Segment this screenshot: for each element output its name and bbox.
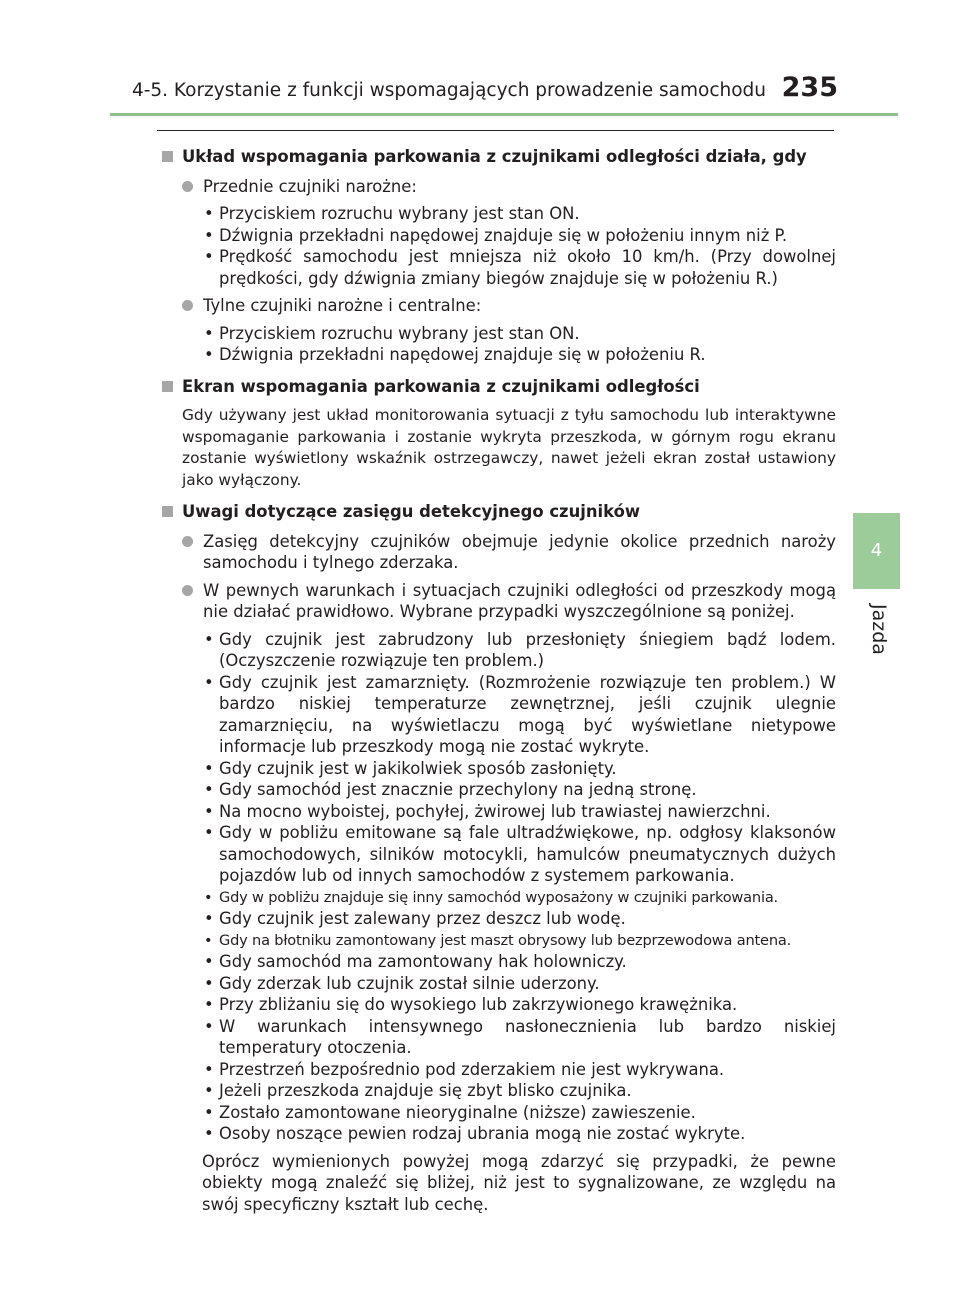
list-item: • Gdy samochód jest znacznie przechylony na jedną stronę. bbox=[202, 779, 836, 801]
section-heading-text: Układ wspomagania parkowania z czujnikami odległości działa, gdy bbox=[182, 147, 807, 166]
subsection-item bbox=[182, 580, 836, 623]
section-heading-text: Uwagi dotyczące zasięgu detekcyjnego czujników bbox=[182, 502, 641, 521]
list-item: • Przyciskiem rozruchu wybrany jest stan ON. bbox=[202, 323, 836, 345]
section-heading bbox=[162, 146, 836, 168]
chapter-tab bbox=[853, 513, 900, 589]
subsection-text: Zasięg detekcyjny czujników obejmuje jedynie okolice przednich naroży samochodu i tylnego zderzaka. bbox=[203, 531, 836, 572]
bullet-list bbox=[162, 203, 836, 289]
list-item: • Gdy czujnik jest zalewany przez deszcz lub wodę. bbox=[202, 908, 836, 930]
list-item: • Zostało zamontowane nieoryginalne (niższe) zawieszenie. bbox=[202, 1102, 836, 1124]
page-number: 235 bbox=[781, 72, 838, 103]
list-item: • Przestrzeń bezpośrednio pod zderzakiem nie jest wykrywana. bbox=[202, 1059, 836, 1081]
section-heading bbox=[162, 376, 836, 398]
circle-marker-icon bbox=[182, 181, 193, 192]
header-rule bbox=[110, 113, 898, 116]
circle-marker-icon bbox=[182, 536, 193, 547]
list-item: • Gdy w pobliżu emitowane są fale ultradźwiękowe, np. odgłosy klaksonów samochodowych, silników motocykli, hamulców pneumatycznych dużych pojazdów lub od innych samochodów z systemem parkowania. bbox=[202, 822, 836, 887]
section-heading-text: Ekran wspomagania parkowania z czujnikami odległości bbox=[182, 376, 700, 396]
list-item: • Prędkość samochodu jest mniejsza niż około 10 km/h. (Przy dowolnej prędkości, gdy dźwignia zmiany biegów znajduje się w położeniu R.) bbox=[202, 246, 836, 289]
chapter-number: 4 bbox=[870, 540, 883, 561]
list-item: • Przyciskiem rozruchu wybrany jest stan ON. bbox=[202, 203, 836, 225]
circle-marker-icon bbox=[182, 585, 193, 596]
closing-paragraph: Oprócz wymienionych powyżej mogą zdarzyć się przypadki, że pewne obiekty mogą znaleźć się bliżej, niż jest to sygnalizowane, ze względu na swój specyficzny kształt lub cechę. bbox=[202, 1151, 836, 1214]
list-item: • Jeżeli przeszkoda znajduje się zbyt blisko czujnika. bbox=[202, 1080, 836, 1102]
list-item: • Przy zbliżaniu się do wysokiego lub zakrzywionego krawężnika. bbox=[202, 994, 836, 1016]
subsection-text: Tylne czujniki narożne i centralne: bbox=[203, 296, 482, 315]
list-item: • Gdy samochód ma zamontowany hak holowniczy. bbox=[202, 951, 836, 973]
square-marker-icon bbox=[162, 381, 173, 392]
section-heading bbox=[162, 501, 836, 523]
list-item: • Gdy zderzak lub czujnik został silnie uderzony. bbox=[202, 973, 836, 995]
bullet-list bbox=[162, 323, 836, 366]
circle-marker-icon bbox=[182, 300, 193, 311]
chapter-label: Jazda bbox=[868, 604, 890, 655]
content-rule bbox=[157, 130, 834, 131]
section-paragraph: Gdy używany jest układ monitorowania sytuacji z tyłu samochodu lub interaktywne wspomaganie parkowania i zostanie wykryta przeszkoda, w górnym rogu ekranu zostanie wyświetlony wskaźnik ostrzegawczy, nawet jeżeli ekran został ustawiony jako wyłączony. bbox=[182, 406, 836, 489]
page-content bbox=[162, 146, 836, 1215]
subsection-item bbox=[182, 295, 836, 317]
subsection-item bbox=[182, 531, 836, 574]
bullet-list bbox=[162, 629, 836, 1145]
list-item: • Na mocno wyboistej, pochyłej, żwirowej lub trawiastej nawierzchni. bbox=[202, 801, 836, 823]
subsection-item bbox=[182, 176, 836, 198]
list-item: • Osoby noszące pewien rodzaj ubrania mogą nie zostać wykryte. bbox=[202, 1123, 836, 1145]
list-item: • Gdy w pobliżu znajduje się inny samochód wyposażony w czujniki parkowania. bbox=[202, 887, 836, 909]
list-item: • Gdy czujnik jest zabrudzony lub przesłonięty śniegiem bądź lodem. (Oczyszczenie rozwiązuje ten problem.) bbox=[202, 629, 836, 672]
subsection-text: Przednie czujniki narożne: bbox=[203, 176, 417, 196]
list-item: • W warunkach intensywnego nasłonecznienia lub bardzo niskiej temperatury otoczenia. bbox=[202, 1016, 836, 1059]
square-marker-icon bbox=[162, 151, 173, 162]
subsection-text: W pewnych warunkach i sytuacjach czujniki odległości od przeszkody mogą nie działać prawidłowo. Wybrane przypadki wyszczególnione są poniżej. bbox=[203, 580, 836, 621]
list-item: • Gdy na błotniku zamontowany jest maszt obrysowy lub bezprzewodowa antena. bbox=[202, 930, 836, 952]
list-item: • Gdy czujnik jest w jakikolwiek sposób zasłonięty. bbox=[202, 758, 836, 780]
list-item: • Gdy czujnik jest zamarznięty. (Rozmrożenie rozwiązuje ten problem.) W bardzo niskiej temperaturze zewnętrznej, jeśli czujnik ulegnie zamarznięciu, na wyświetlaczu mogą być wyświetlane nietypowe informacje lub przeszkody mogą nie zostać wykryte. bbox=[202, 672, 836, 758]
list-item: • Dźwignia przekładni napędowej znajduje się w położeniu R. bbox=[202, 344, 836, 366]
square-marker-icon bbox=[162, 506, 173, 517]
section-title: 4-5. Korzystanie z funkcji wspomagających prowadzenie samochodu bbox=[131, 80, 766, 101]
list-item: • Dźwignia przekładni napędowej znajduje się w położeniu innym niż P. bbox=[202, 225, 836, 247]
page-header bbox=[0, 72, 838, 114]
